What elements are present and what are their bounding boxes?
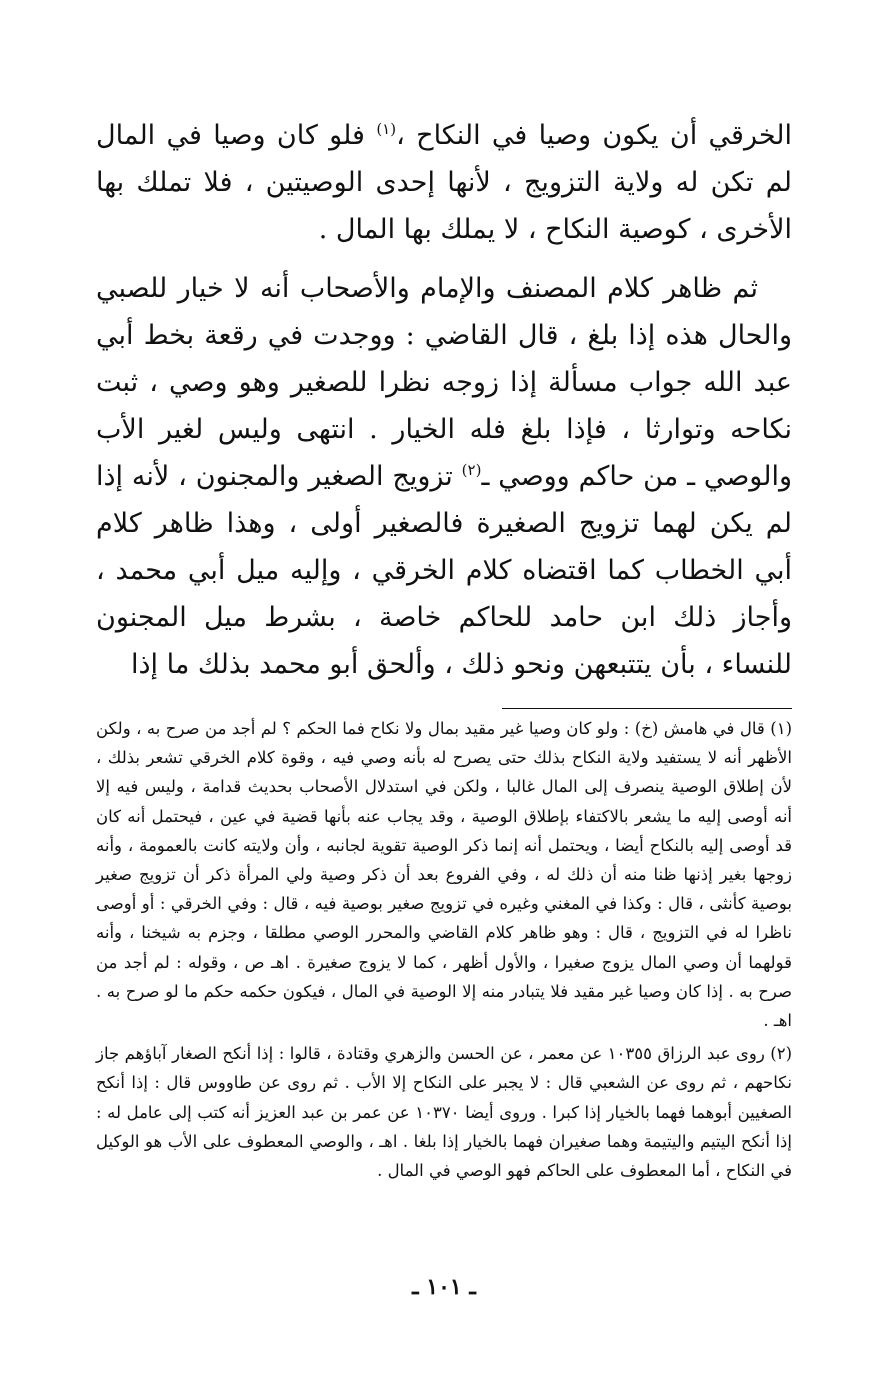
- footnote-1: (١) قال في هامش (خ) : ولو كان وصيا غير مقيد بمال ولا نكاح فما الحكم ؟ لم أجد من صرح به ، ولكن الأظهر أنه لا يستفيد ولاية النكاح بذلك حتى يصرح له بأنه وصي فيه ، وقوة كلام الخرقي تشعر بذلك ، لأن إطلاق الوصية ينصرف إلى المال غالبا ، ولكن في استدلال الأصحاب بحديث قدامة ، وليس فيه إلا أنه أوصى إليه ما يشعر بالاكتفاء بإطلاق الوصية ، وقد يجاب عنه بأنها قضية في عين ، فيحتمل أنه كان قد أوصى إليه بالنكاح أيضا ، ويحتمل أنه إنما ذكر الوصية تقوية لجانبه ، وأن ولايته كانت بالعمومة ، وأنه زوجها بغير إذنها ظنا منه أن ذلك له ، وفي الفروع بعد أن ذكر وصية ولي المرأة ذكر أن تزويج صغير بوصية كأنثى ، قال : وكذا في المغني وغيره في تزويج صغير بوصية فيه ، قال : وفي الخرقي : أو أوصى ناظرا له في التزويج ، قال : وهو ظاهر كلام القاضي والمحرر الوصي مطلقا ، وجزم به شيخنا ، وأنه قولهما أن وصي المال يزوج صغيرا ، والأول أظهر ، كما لا يزوج صغيرة . اهـ ص ، وقوله : لم أجد من صرح به . إذا كان وصيا غير مقيد فلا يتبادر منه إلا الوصية في المال ، فيكون حكمه حكم ما لو صرح به . اهـ .: [96, 719, 792, 1031]
- main-paragraph-2-text-b: تزويج الصغير والمجنون ، لأنه إذا لم يكن لهما تزويج الصغيرة فالصغير أولى ، وهذا ظاهر كلام أبي الخطاب كما اقتضاه كلام الخرقي ، وإليه ميل أبي محمد ، وأجاز ذلك ابن حامد للحاكم خاصة ، بشرط ميل المجنون للنساء ، بأن يتتبعهن ونحو ذلك ، وألحق أبو محمد بذلك ما إذا: [96, 461, 792, 680]
- main-paragraph-1: [96, 112, 792, 253]
- footnote-2: (٢) روى عبد الرزاق ١٠٣٥٥ عن معمر ، عن الحسن والزهري وقتادة ، قالوا : إذا أنكح الصغار آباؤهم جاز نكاحهم ، ثم روى عن الشعبي قال : لا يجبر على النكاح إلا الأب . ثم روى عن طاووس قال : إذا أنكح الصغيين أبوهما فهما بالخيار إذا كبرا . وروى أيضا ١٠٣٧٠ عن عمر بن عبد العزيز أنه كتب إلى عامل له : إذا أنكح اليتيم واليتيمة وهما صغيران فهما بالخيار إذا بلغا . اهـ ، والوصي المعطوف على الأب هو الوكيل في النكاح ، أما المعطوف على الحاكم فهو الوصي في المال .: [96, 1044, 792, 1181]
- main-text: [96, 112, 792, 688]
- main-paragraph-1-text-a: الخرقي أن يكون وصيا في النكاح ،: [396, 120, 792, 151]
- page-number: ـ ١٠١ ـ: [412, 1274, 476, 1300]
- main-paragraph-1-text-b: فلو كان وصيا في المال لم تكن له ولاية التزويج ، لأنها إحدى الوصيتين ، فلا تملك بها الأخرى ، كوصية النكاح ، لا يملك بها المال .: [96, 120, 792, 245]
- main-paragraph-2: [96, 265, 792, 688]
- footnote-divider: [502, 708, 792, 709]
- main-paragraph-2-text-a: ثم ظاهر كلام المصنف والإمام والأصحاب أنه لا خيار للصبي والحال هذه إذا بلغ ، قال القاضي : ووجدت في رقعة بخط أبي عبد الله جواب مسألة إذا زوجه نظرا للصغير وهو وصي ، ثبت نكاحه وتوارثا ، فإذا بلغ فله الخيار . انتهى وليس لغير الأب والوصي ـ من حاكم ووصي ـ: [96, 273, 792, 492]
- page-content: [96, 112, 792, 1300]
- footnotes: [96, 714, 792, 1185]
- footnote-ref-1: (١): [376, 120, 397, 138]
- footnote-ref-2: (٢): [461, 461, 482, 479]
